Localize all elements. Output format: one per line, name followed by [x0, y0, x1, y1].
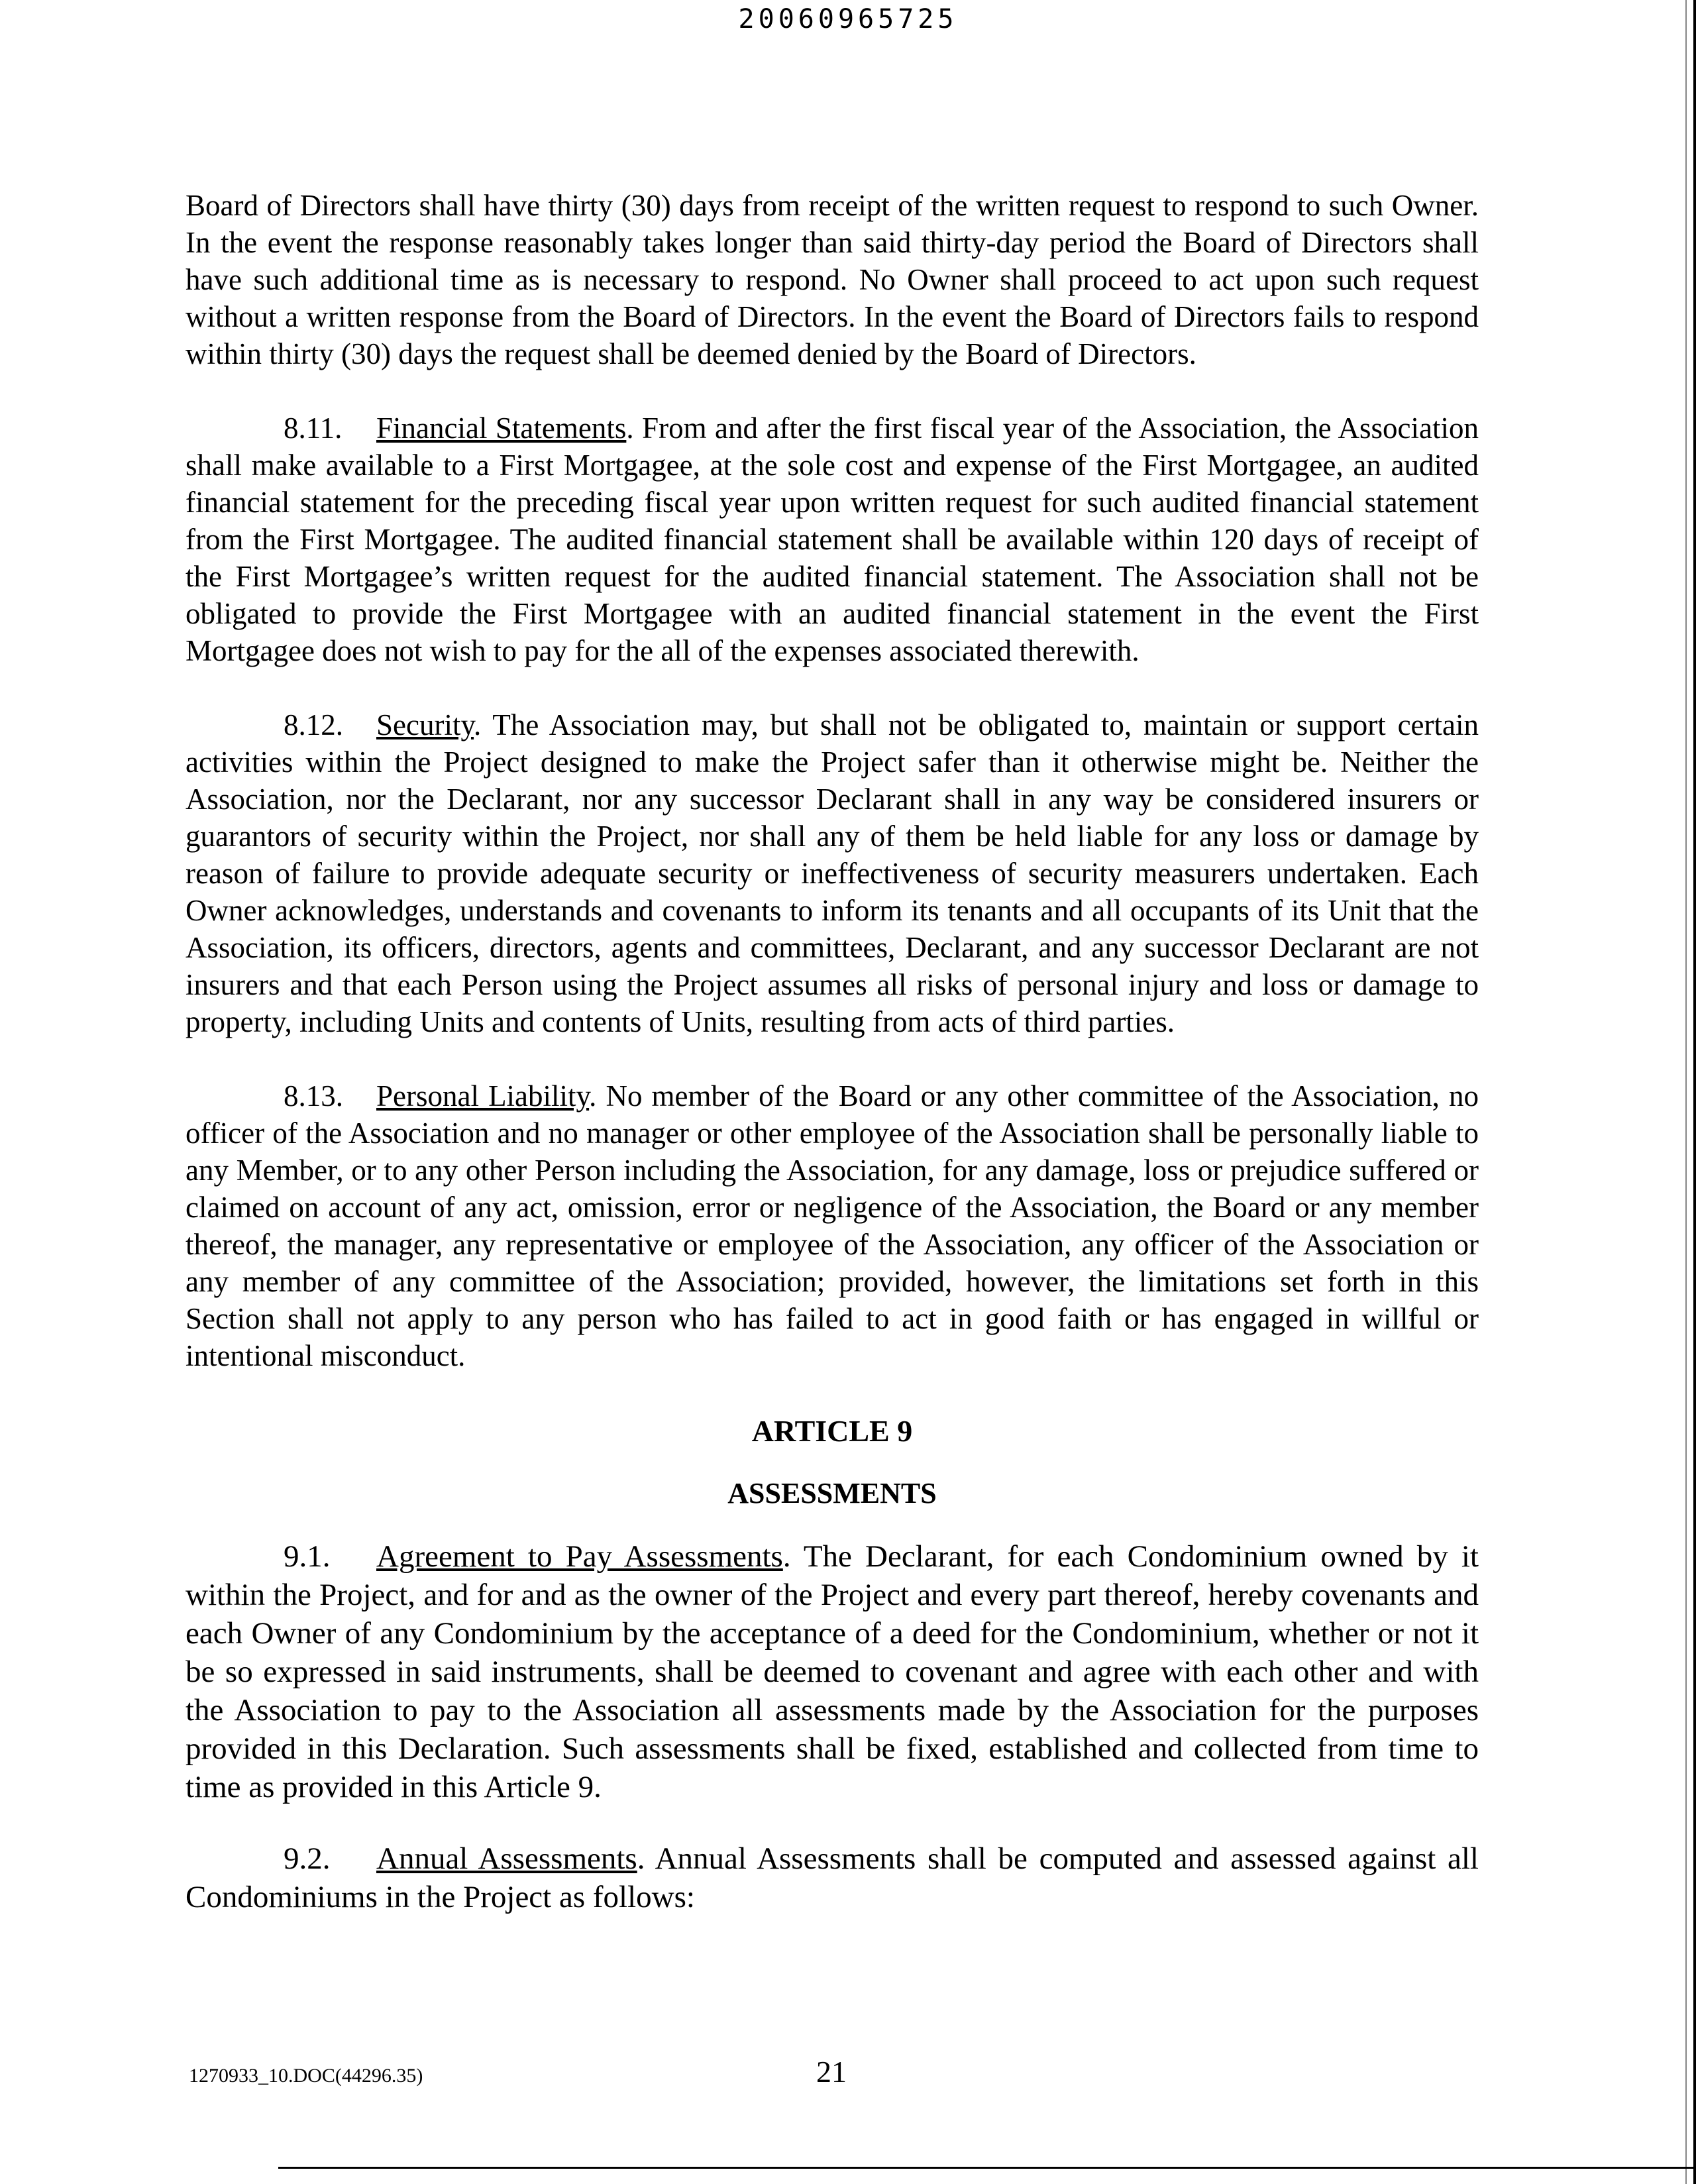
section-8-13	[186, 1077, 1479, 1374]
section-9-2	[186, 1839, 1479, 1916]
section-heading: Personal Liability	[376, 1079, 590, 1113]
section-8-11	[186, 410, 1479, 669]
section-text: . Annual Assessments shall be computed and assessed against all Condominiums in the Project as follows:	[186, 1841, 1479, 1914]
scan-edge-line-inner	[1685, 0, 1687, 2184]
scan-bottom-line	[278, 2167, 1696, 2169]
paragraph-continued: Board of Directors shall have thirty (30) days from receipt of the written request to respond to such Owner. In the event the response reasonably takes longer than said thirty-day period the Board of Directors shall have such additional time as is necessary to respond. No Owner shall proceed to act upon such request without a written response from the Board of Directors. In the event the Board of Directors fails to respond within thirty (30) days the request shall be deemed denied by the Board of Directors.	[186, 189, 1479, 370]
section-text: . The Declarant, for each Condominium owned by it within the Project, and for and as the owner of the Project and every part thereof, hereby covenants and each Owner of any Condominium by the acceptance of a deed for the Condominium, whether or not it be so expressed in said instruments, shall be deemed to covenant and agree with each other and with the Association to pay to the Association all assessments made by the Association for the purposes provided in this Declaration. Such assessments shall be fixed, established and collected from time to time as provided in this Article 9.	[186, 1539, 1479, 1804]
section-text: . The Association may, but shall not be obligated to, maintain or support certain activities within the Project designed to make the Project safer than it otherwise might be. Neither the Association, nor the Declarant, nor any successor Declarant shall in any way be considered insurers or guarantors of security within the Project, nor shall any of them be held liable for any loss or damage by reason of failure to provide adequate security or ineffectiveness of security measurers undertaken. Each Owner acknowledges, understands and covenants to inform its tenants and all occupants of its Unit that the Association, its officers, directors, agents and committees, Declarant, and any successor Declarant are not insurers and that each Person using the Project assumes all risks of personal injury and loss or damage to property, including Units and contents of Units, resulting from acts of third parties.	[186, 708, 1479, 1038]
scan-edge-line	[1693, 0, 1696, 2184]
section-number: 8.13.	[284, 1079, 343, 1113]
section-number: 9.1.	[284, 1539, 331, 1574]
section-number: 8.11.	[284, 411, 343, 445]
section-8-12	[186, 706, 1479, 1040]
document-body	[186, 187, 1479, 1916]
section-heading: Financial Statements	[376, 411, 627, 445]
article-heading: ARTICLE 9	[751, 1414, 913, 1448]
section-heading: Agreement to Pay Assessments	[376, 1539, 783, 1574]
footer-doc-reference: 1270933_10.DOC(44296.35)	[189, 2065, 423, 2087]
article-title: ASSESSMENTS	[727, 1477, 937, 1509]
section-text: . No member of the Board or any other committee of the Association, no officer of the Association and no manager or other employee of the Association shall be personally liable to any Member, or to any other Person including the Association, for any damage, loss or prejudice suffered or claimed on account of any act, omission, error or negligence of the Association, the Board or any member thereof, the manager, any representative or employee of the Association, any officer of the Association or any member of any committee of the Association; provided, however, the limitations set forth in this Section shall not apply to any person who has failed to act in good faith or has engaged in willful or intentional misconduct.	[186, 1079, 1479, 1372]
section-number: 8.12.	[284, 708, 343, 741]
section-heading: Security	[376, 708, 474, 741]
section-number: 9.2.	[284, 1841, 331, 1876]
section-heading: Annual Assessments	[376, 1841, 637, 1876]
page-number: 21	[816, 2055, 847, 2089]
section-9-1	[186, 1537, 1479, 1806]
section-text: . From and after the first fiscal year of the Association, the Association shall make available to a First Mortgagee, at the sole cost and expense of the First Mortgagee, an audited financial statement for the preceding fiscal year upon written request for such audited financial statement from the First Mortgagee. The audited financial statement shall be available within 120 days of receipt of the First Mortgagee’s written request for the audited financial statement. The Association shall not be obligated to provide the First Mortgagee with an audited financial statement in the event the First Mortgagee does not wish to pay for the all of the expenses associated therewith.	[186, 411, 1479, 667]
page-id: 20060965725	[738, 4, 958, 34]
